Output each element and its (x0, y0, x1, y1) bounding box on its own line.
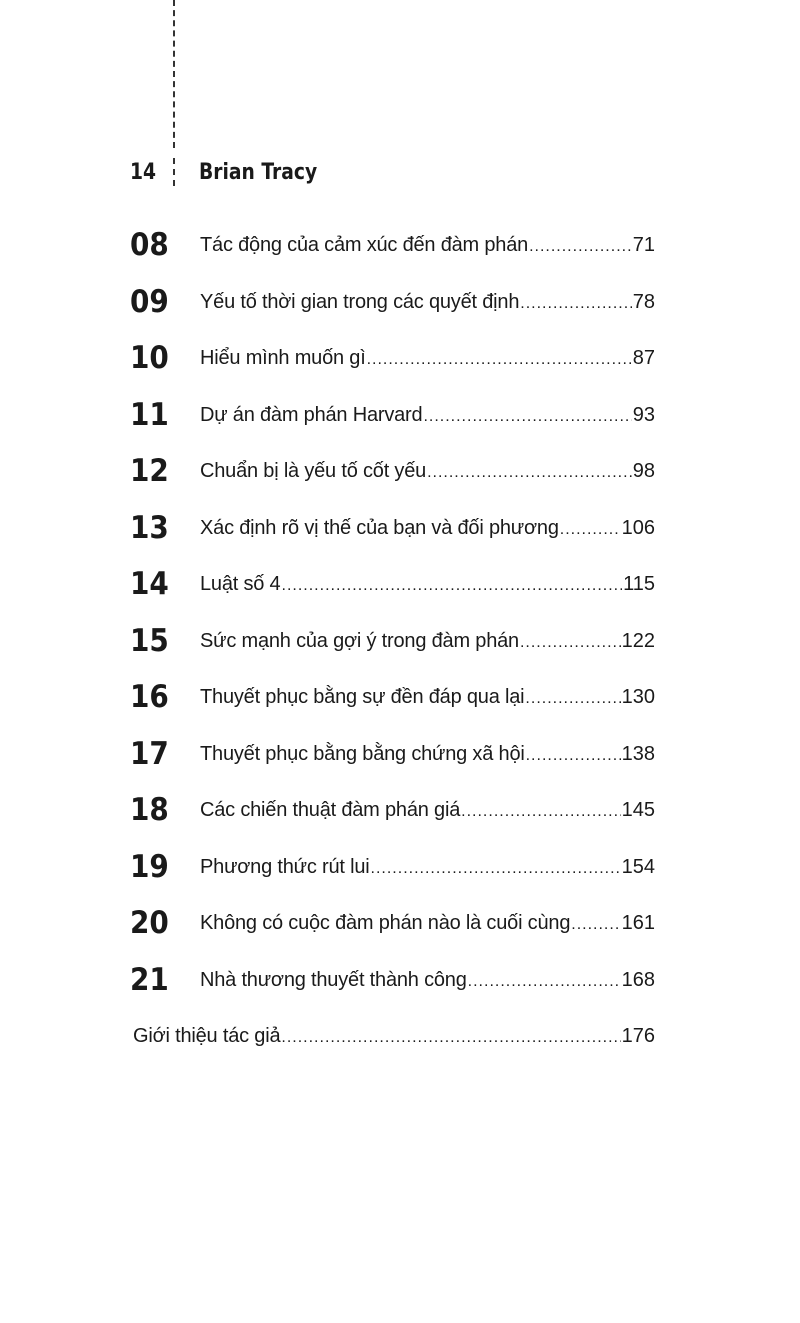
chapter-number: 13 (130, 510, 169, 546)
chapter-number: 17 (130, 736, 169, 772)
toc-entry (130, 508, 655, 548)
dot-leader (529, 227, 632, 267)
toc-entry (130, 621, 655, 661)
toc-entry (130, 282, 655, 322)
toc-entry (130, 677, 655, 717)
chapter-title: Tác động của cảm xúc đến đàm phán (200, 234, 529, 256)
chapter-number: 20 (130, 905, 169, 941)
toc-entry (130, 734, 655, 774)
chapter-number: 12 (130, 453, 169, 489)
toc-entry (130, 847, 655, 887)
toc-entry (130, 451, 655, 491)
toc-entry (130, 225, 655, 265)
chapter-page: 161 (621, 912, 655, 934)
dot-leader (571, 905, 620, 945)
chapter-page: 138 (621, 743, 655, 765)
dot-leader (525, 679, 620, 719)
dot-leader (461, 792, 620, 832)
chapter-number: 21 (130, 962, 169, 998)
page-header (0, 160, 800, 194)
chapter-page: 154 (621, 856, 655, 878)
chapter-page: 168 (621, 969, 655, 991)
dot-leader (282, 566, 623, 606)
dot-leader (560, 510, 621, 550)
chapter-number: 11 (130, 397, 169, 433)
dot-leader (423, 397, 631, 437)
author-name: Brian Tracy (199, 160, 318, 185)
chapter-title: Thuyết phục bằng bằng chứng xã hội (200, 743, 525, 765)
chapter-number: 19 (130, 849, 169, 885)
chapter-page: 106 (621, 517, 655, 539)
chapter-title: Chuẩn bị là yếu tố cốt yếu (200, 460, 427, 482)
chapter-page: 122 (621, 630, 655, 652)
page-number: 14 (130, 160, 157, 185)
chapter-number: 14 (130, 566, 169, 602)
chapter-title: Hiểu mình muốn gì (200, 347, 366, 369)
chapter-page: 130 (621, 686, 655, 708)
dot-leader (427, 453, 632, 493)
chapter-number: 18 (130, 792, 169, 828)
chapter-number: 10 (130, 340, 169, 376)
dot-leader (520, 623, 621, 663)
dot-leader (367, 340, 632, 380)
chapter-page: 87 (632, 347, 655, 369)
chapter-title: Các chiến thuật đàm phán giá (200, 799, 461, 821)
chapter-title: Nhà thương thuyết thành công (200, 969, 467, 991)
chapter-page: 145 (621, 799, 655, 821)
chapter-number: 08 (130, 227, 169, 263)
dot-leader (526, 736, 621, 776)
chapter-page: 78 (632, 291, 655, 313)
margin-dashed-line (173, 0, 175, 148)
appendix-page: 176 (621, 1025, 655, 1047)
dot-leader (281, 1018, 620, 1058)
chapter-page: 71 (632, 234, 655, 256)
toc-entry (130, 903, 655, 943)
dot-leader (520, 284, 631, 324)
chapter-title: Dự án đàm phán Harvard (200, 404, 423, 426)
chapter-page: 98 (632, 460, 655, 482)
chapter-title: Không có cuộc đàm phán nào là cuối cùng (200, 912, 571, 934)
appendix-title: Giới thiệu tác giả (133, 1025, 281, 1047)
dot-leader (468, 962, 621, 1002)
chapter-number: 15 (130, 623, 169, 659)
chapter-number: 09 (130, 284, 169, 320)
chapter-page: 93 (632, 404, 655, 426)
toc-entry (130, 564, 655, 604)
chapter-title: Phương thức rút lui (200, 856, 370, 878)
chapter-page: 115 (623, 573, 655, 595)
chapter-title: Yếu tố thời gian trong các quyết định (200, 291, 520, 313)
toc-entry (130, 395, 655, 435)
chapter-title: Sức mạnh của gợi ý trong đàm phán (200, 630, 519, 652)
toc-appendix-entry (133, 1016, 655, 1056)
chapter-title: Xác định rõ vị thế của bạn và đối phương (200, 517, 559, 539)
dot-leader (371, 849, 621, 889)
toc-entry (130, 960, 655, 1000)
chapter-title: Thuyết phục bằng sự đền đáp qua lại (200, 686, 525, 708)
toc-entry (130, 790, 655, 830)
chapter-number: 16 (130, 679, 169, 715)
toc-entry (130, 338, 655, 378)
chapter-title: Luật số 4 (200, 573, 281, 595)
